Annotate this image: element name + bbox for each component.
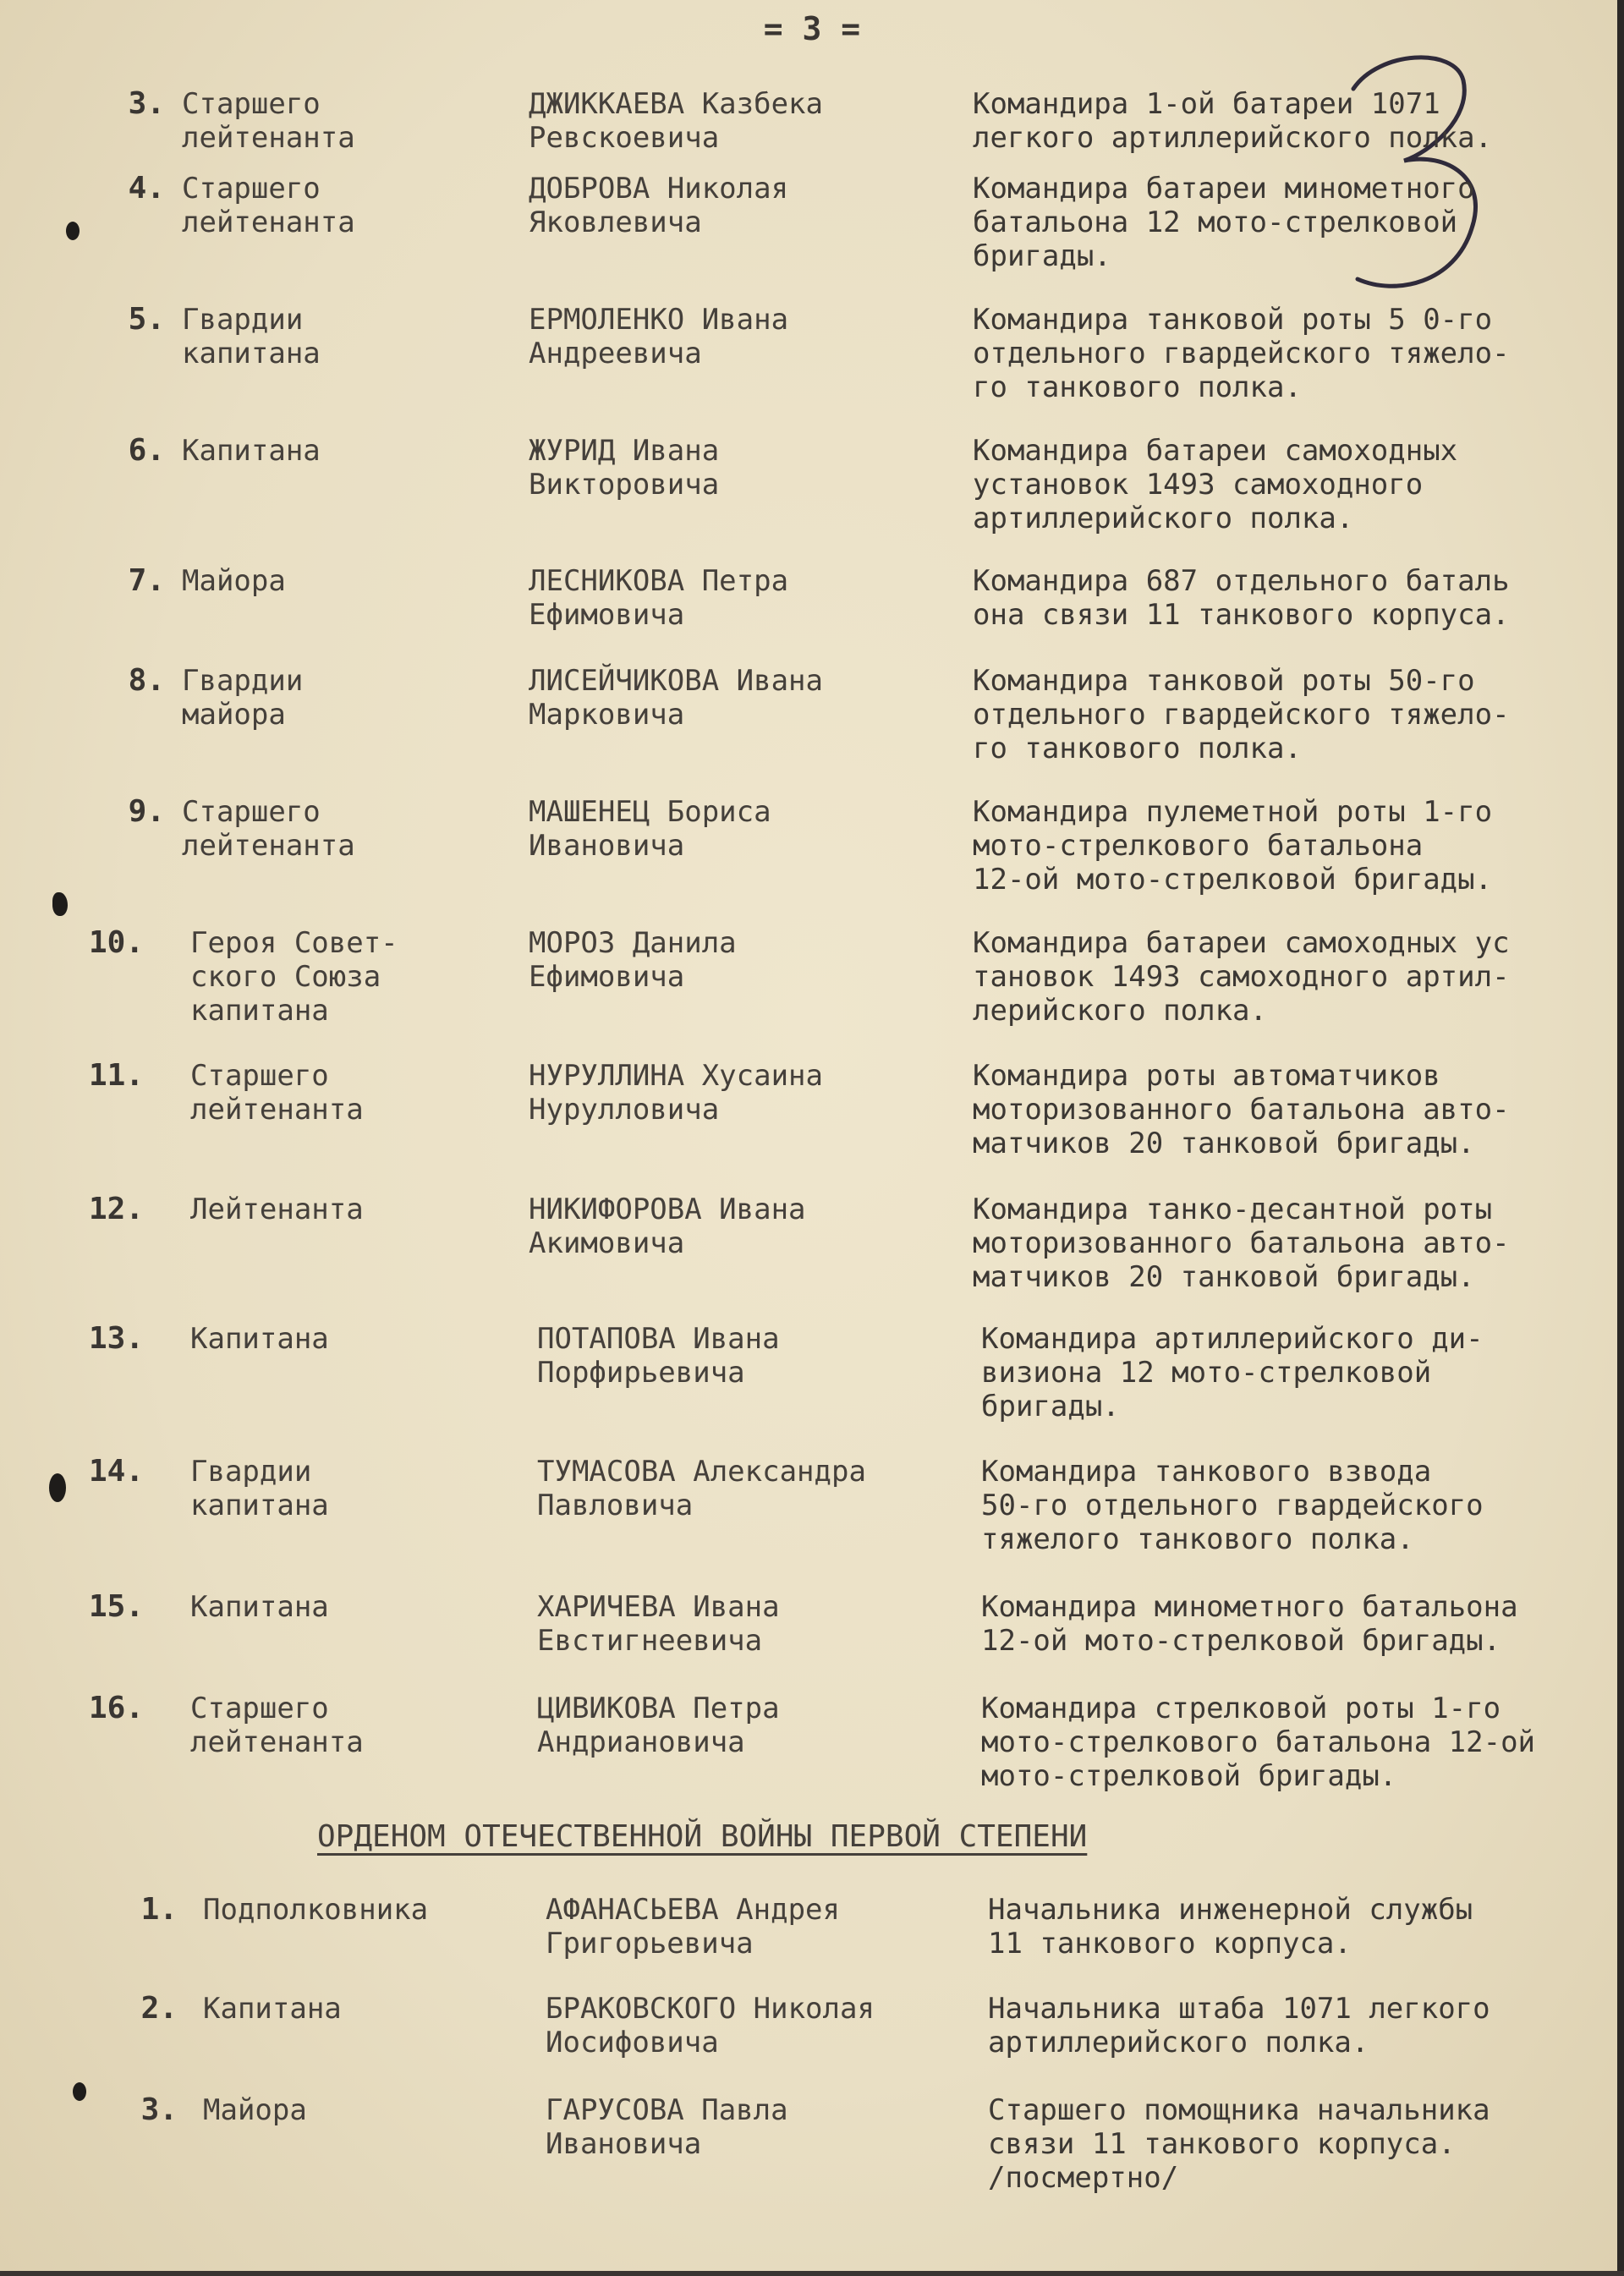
name-line: Андриановича <box>537 1725 745 1759</box>
position-line: Командира минометного батальона <box>981 1590 1518 1624</box>
entry-position <box>973 795 1616 897</box>
position-line: 50-го отдельного гвардейского <box>981 1489 1484 1522</box>
entry-number: 11. <box>88 1058 144 1093</box>
entry-position <box>973 664 1616 765</box>
position-line: мото-стрелковой бригады. <box>981 1759 1397 1793</box>
name-line: Ефимовича <box>529 960 685 994</box>
position-line: батальона 12 мото-стрелковой <box>973 206 1458 239</box>
entry-name <box>529 926 968 994</box>
entry-number: 2. <box>140 1991 178 2026</box>
rank-line: Гвардии <box>190 1455 312 1489</box>
name-line: Григорьевича <box>546 1927 754 1961</box>
name-line: Евстигнеевича <box>537 1624 763 1658</box>
name-line: Иосифовича <box>546 2026 719 2059</box>
position-line: мото-стрелкового батальона 12-ой <box>981 1725 1536 1759</box>
position-line: Командира батареи минометного <box>973 172 1475 206</box>
entry-number: 7. <box>128 563 165 598</box>
position-line: го танкового полка. <box>973 732 1302 765</box>
entry-rank <box>182 795 469 863</box>
position-line: Старшего помощника начальника <box>988 2093 1490 2127</box>
position-line: моторизованного батальона авто- <box>973 1226 1510 1260</box>
entry-name <box>529 303 968 370</box>
punch-hole <box>49 1473 66 1502</box>
entry-name <box>529 664 968 732</box>
entry-number: 16. <box>88 1691 144 1725</box>
rank-line: Старшего <box>190 1059 329 1093</box>
entry-position <box>988 1992 1624 2059</box>
entry-rank <box>190 1059 478 1127</box>
position-line: связи 11 танкового корпуса. <box>988 2127 1456 2161</box>
page-edge-shadow <box>1617 0 1624 2276</box>
page-edge-shadow <box>0 2271 1624 2276</box>
entry-name <box>529 172 968 239</box>
position-line: матчиков 20 танковой бригады. <box>973 1127 1475 1160</box>
position-line: 11 танкового корпуса. <box>988 1927 1352 1961</box>
rank-line: Капитана <box>182 434 321 468</box>
entry-position <box>981 1322 1624 1423</box>
name-line: ДЖИККАЕВА Казбека <box>529 87 823 121</box>
entry-rank <box>203 2093 491 2127</box>
rank-line: капитана <box>190 994 329 1028</box>
entry-rank <box>182 434 469 468</box>
entry-name <box>546 2093 985 2161</box>
position-line: отдельного гвардейского тяжело- <box>973 698 1510 732</box>
entry-rank <box>182 664 469 732</box>
name-line: Нурулловича <box>529 1093 720 1127</box>
entry-position <box>973 1059 1616 1160</box>
entry-position <box>973 564 1616 632</box>
entry-number: 13. <box>88 1321 144 1356</box>
rank-line: Старшего <box>182 172 321 206</box>
entry-number: 12. <box>88 1192 144 1226</box>
entry-number: 9. <box>128 794 165 829</box>
punch-hole <box>66 222 80 240</box>
page-number: = 3 = <box>763 10 861 47</box>
position-line: отдельного гвардейского тяжело- <box>973 337 1510 370</box>
position-line: Командира пулеметной роты 1-го <box>973 795 1493 829</box>
position-line: Командира батареи самоходных ус <box>973 926 1510 960</box>
rank-line: Майора <box>182 564 286 598</box>
position-line: Начальника штаба 1071 легкого <box>988 1992 1490 2026</box>
position-line: Командира танко-десантной роты <box>973 1193 1493 1226</box>
rank-line: Старшего <box>182 795 321 829</box>
rank-line: капитана <box>182 337 321 370</box>
position-line: установок 1493 самоходного <box>973 468 1424 502</box>
name-line: Ивановича <box>529 829 685 863</box>
entry-position <box>973 87 1616 155</box>
position-line: Командира танкового взвода <box>981 1455 1432 1489</box>
entry-rank <box>190 1455 478 1522</box>
entry-number: 15. <box>88 1589 144 1624</box>
entry-name <box>537 1322 977 1390</box>
position-line: Командира батареи самоходных <box>973 434 1458 468</box>
entry-position <box>981 1590 1624 1658</box>
position-line: тяжелого танкового полка. <box>981 1522 1414 1556</box>
position-line: матчиков 20 танковой бригады. <box>973 1260 1475 1294</box>
entry-number: 3. <box>140 2092 178 2127</box>
position-line: лерийского полка. <box>973 994 1267 1028</box>
entry-number: 1. <box>140 1892 178 1927</box>
entry-number: 14. <box>88 1454 144 1489</box>
entry-name <box>529 564 968 632</box>
entry-name <box>529 1193 968 1260</box>
name-line: ГАРУСОВА Павла <box>546 2093 788 2127</box>
position-line: 12-ой мото-стрелковой бригады. <box>981 1624 1501 1658</box>
entry-rank <box>203 1893 491 1927</box>
name-line: ПОТАПОВА Ивана <box>537 1322 780 1356</box>
name-line: МАШЕНЕЦ Бориса <box>529 795 771 829</box>
name-line: АФАНАСЬЕВА Андрея <box>546 1893 840 1927</box>
name-line: МОРОЗ Данила <box>529 926 737 960</box>
name-line: Андреевича <box>529 337 702 370</box>
position-line: артиллерийского полка. <box>988 2026 1369 2059</box>
rank-line: лейтенанта <box>182 829 355 863</box>
name-line: Акимовича <box>529 1226 685 1260</box>
entry-rank <box>190 1590 478 1624</box>
position-line: артиллерийского полка. <box>973 502 1354 535</box>
rank-line: Старшего <box>190 1692 329 1725</box>
rank-line: Лейтенанта <box>190 1193 364 1226</box>
entry-name <box>537 1590 977 1658</box>
entry-position <box>988 1893 1624 1961</box>
name-line: Порфирьевича <box>537 1356 745 1390</box>
entry-position <box>973 303 1616 404</box>
position-line: тановок 1493 самоходного артил- <box>973 960 1510 994</box>
entry-name <box>529 87 968 155</box>
entry-position <box>973 926 1616 1028</box>
position-line: Командира танковой роты 50-го <box>973 664 1475 698</box>
position-line: моторизованного батальона авто- <box>973 1093 1510 1127</box>
entry-position <box>973 1193 1616 1294</box>
position-line: Командира танковой роты 5 0-го <box>973 303 1493 337</box>
name-line: ДОБРОВА Николая <box>529 172 789 206</box>
rank-line: лейтенанта <box>182 206 355 239</box>
name-line: ХАРИЧЕВА Ивана <box>537 1590 780 1624</box>
name-line: ЛЕСНИКОВА Петра <box>529 564 789 598</box>
entry-position <box>973 434 1616 535</box>
position-line: легкого артиллерийского полка. <box>973 121 1493 155</box>
entry-position <box>973 172 1616 273</box>
entry-name <box>529 434 968 502</box>
position-line: /посмертно/ <box>988 2161 1179 2195</box>
rank-line: Майора <box>203 2093 307 2127</box>
name-line: Ефимовича <box>529 598 685 632</box>
rank-line: ского Союза <box>190 960 381 994</box>
entry-name <box>529 1059 968 1127</box>
name-line: Ревскоевича <box>529 121 720 155</box>
position-line: Командира 687 отдельного баталь <box>973 564 1510 598</box>
entry-position <box>981 1455 1624 1556</box>
rank-line: Капитана <box>190 1322 329 1356</box>
entry-rank <box>203 1992 491 2026</box>
rank-line: майора <box>182 698 286 732</box>
name-line: Яковлевича <box>529 206 702 239</box>
rank-line: лейтенанта <box>190 1725 364 1759</box>
entry-number: 8. <box>128 663 165 698</box>
name-line: НУРУЛЛИНА Хусаина <box>529 1059 823 1093</box>
rank-line: лейтенанта <box>190 1093 364 1127</box>
name-line: ЦИВИКОВА Петра <box>537 1692 780 1725</box>
entry-rank <box>182 172 469 239</box>
rank-line: Капитана <box>190 1590 329 1624</box>
entry-name <box>529 795 968 863</box>
position-line: 12-ой мото-стрелковой бригады. <box>973 863 1493 897</box>
position-line: го танкового полка. <box>973 370 1302 404</box>
entry-number: 5. <box>128 302 165 337</box>
rank-line: Героя Совет- <box>190 926 398 960</box>
position-line: мото-стрелкового батальона <box>973 829 1424 863</box>
name-line: БРАКОВСКОГО Николая <box>546 1992 875 2026</box>
entry-rank <box>190 1322 478 1356</box>
name-line: НИКИФОРОВА Ивана <box>529 1193 806 1226</box>
name-line: Марковича <box>529 698 685 732</box>
entry-rank <box>190 926 478 1028</box>
entry-name <box>546 1893 985 1961</box>
rank-line: Подполковника <box>203 1893 429 1927</box>
entry-name <box>546 1992 985 2059</box>
rank-line: Старшего <box>182 87 321 121</box>
rank-line: Гвардии <box>182 303 304 337</box>
position-line: Начальника инженерной службы <box>988 1893 1473 1927</box>
section-heading: ОРДЕНОМ ОТЕЧЕСТВЕННОЙ ВОЙНЫ ПЕРВОЙ СТЕПЕНИ <box>317 1819 1088 1854</box>
rank-line: лейтенанта <box>182 121 355 155</box>
entry-number: 6. <box>128 433 165 468</box>
position-line: бригады. <box>981 1390 1120 1423</box>
entry-position <box>988 2093 1624 2195</box>
position-line: Командира роты автоматчиков <box>973 1059 1440 1093</box>
entry-rank <box>182 303 469 370</box>
position-line: Командира артиллерийского ди- <box>981 1322 1484 1356</box>
name-line: ЖУРИД Ивана <box>529 434 720 468</box>
name-line: ТУМАСОВА Александра <box>537 1455 866 1489</box>
position-line: визиона 12 мото-стрелковой <box>981 1356 1432 1390</box>
punch-hole <box>73 2082 86 2101</box>
position-line: она связи 11 танкового корпуса. <box>973 598 1510 632</box>
entry-rank <box>190 1193 478 1226</box>
position-line: бригады. <box>973 239 1111 273</box>
position-line: Командира стрелковой роты 1-го <box>981 1692 1501 1725</box>
entry-rank <box>182 87 469 155</box>
rank-line: капитана <box>190 1489 329 1522</box>
entry-number: 10. <box>88 925 144 960</box>
name-line: ЕРМОЛЕНКО Ивана <box>529 303 789 337</box>
entry-position <box>981 1692 1624 1793</box>
punch-hole <box>52 892 68 916</box>
entry-rank <box>182 564 469 598</box>
entry-name <box>537 1455 977 1522</box>
rank-line: Гвардии <box>182 664 304 698</box>
rank-line: Капитана <box>203 1992 342 2026</box>
name-line: ЛИСЕЙЧИКОВА Ивана <box>529 664 823 698</box>
name-line: Павловича <box>537 1489 694 1522</box>
name-line: Викторовича <box>529 468 720 502</box>
position-line: Командира 1-ой батареи 1071 <box>973 87 1440 121</box>
entry-rank <box>190 1692 478 1759</box>
entry-number: 4. <box>128 171 165 206</box>
name-line: Ивановича <box>546 2127 702 2161</box>
entry-name <box>537 1692 977 1759</box>
entry-number: 3. <box>128 86 165 121</box>
